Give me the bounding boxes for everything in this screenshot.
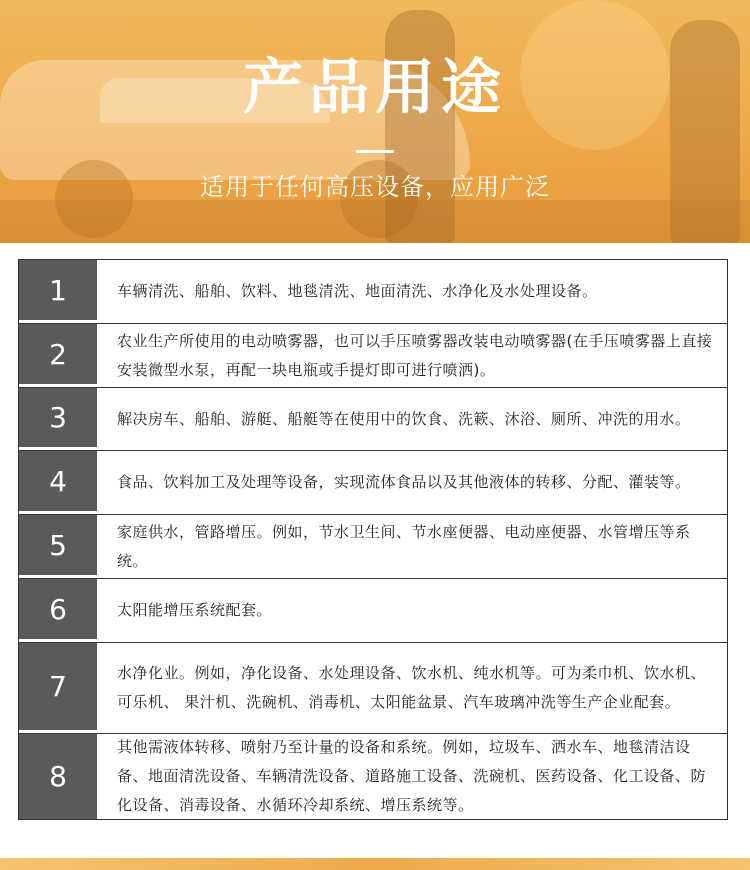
row-number: 1 — [19, 260, 97, 323]
row-number: 7 — [19, 643, 97, 733]
table-row — [19, 260, 727, 324]
row-text: 农业生产所使用的电动喷雾器，也可以手压喷雾器改装电动喷雾器(在手压喷雾器上直接安装微型水泵，再配一块电瓶或手提灯即可进行喷洒)。 — [117, 331, 713, 379]
row-number: 2 — [19, 324, 97, 387]
row-text: 太阳能增压系统配套。 — [117, 601, 273, 619]
row-number: 8 — [19, 734, 97, 819]
row-text: 解决房车、船舶、游艇、船艇等在使用中的饮食、洗簌、沐浴、厕所、冲洗的用水。 — [117, 409, 691, 428]
row-text: 家庭供水，管路增压。例如，节水卫生间、节水座便器、电动座便器、水管增压等系统。 — [117, 522, 691, 570]
row-text: 水净化业。例如，净化设备、水处理设备、饮水机、纯水机等。可为柔巾机、饮水机、可乐机、 果汁机、洗碗机、消毒机、太阳能盆景、汽车玻璃冲洗等生产企业配套。 — [117, 664, 707, 711]
row-text: 车辆清洗、船舶、饮料、地毯清洗、地面清洗、水净化及水处理设备。 — [117, 282, 598, 300]
row-number: 6 — [19, 579, 97, 642]
page-subtitle: 适用于任何高压设备，应用广泛 — [200, 173, 550, 201]
row-number: 3 — [19, 388, 97, 450]
table-row — [19, 579, 727, 643]
background-ground — [0, 200, 750, 243]
title-divider — [356, 150, 394, 153]
table-row — [19, 451, 727, 515]
row-text: 食品、饮料加工及处理等设备，实现流体食品以及其他液体的转移、分配、灌装等。 — [117, 473, 691, 491]
table-row — [19, 324, 727, 388]
row-number: 5 — [19, 515, 97, 578]
header-banner — [0, 0, 750, 243]
table-row — [19, 388, 727, 451]
page-title: 产品用途 — [243, 53, 507, 123]
row-number: 4 — [19, 451, 97, 514]
table-row — [19, 515, 727, 579]
row-text: 其他需液体转移、喷射乃至计量的设备和系统。例如，垃圾车、洒水车、地毯清洁设备、地面清洗设备、车辆清洗设备、道路施工设备、洗碗机、医药设备、化工设备、防化设备、消毒设备、水循环冷却系统、增压系统等。 — [117, 738, 707, 814]
table-row — [19, 734, 727, 819]
footer-banner-edge — [0, 858, 750, 870]
usage-table — [18, 259, 728, 820]
table-row — [19, 643, 727, 734]
